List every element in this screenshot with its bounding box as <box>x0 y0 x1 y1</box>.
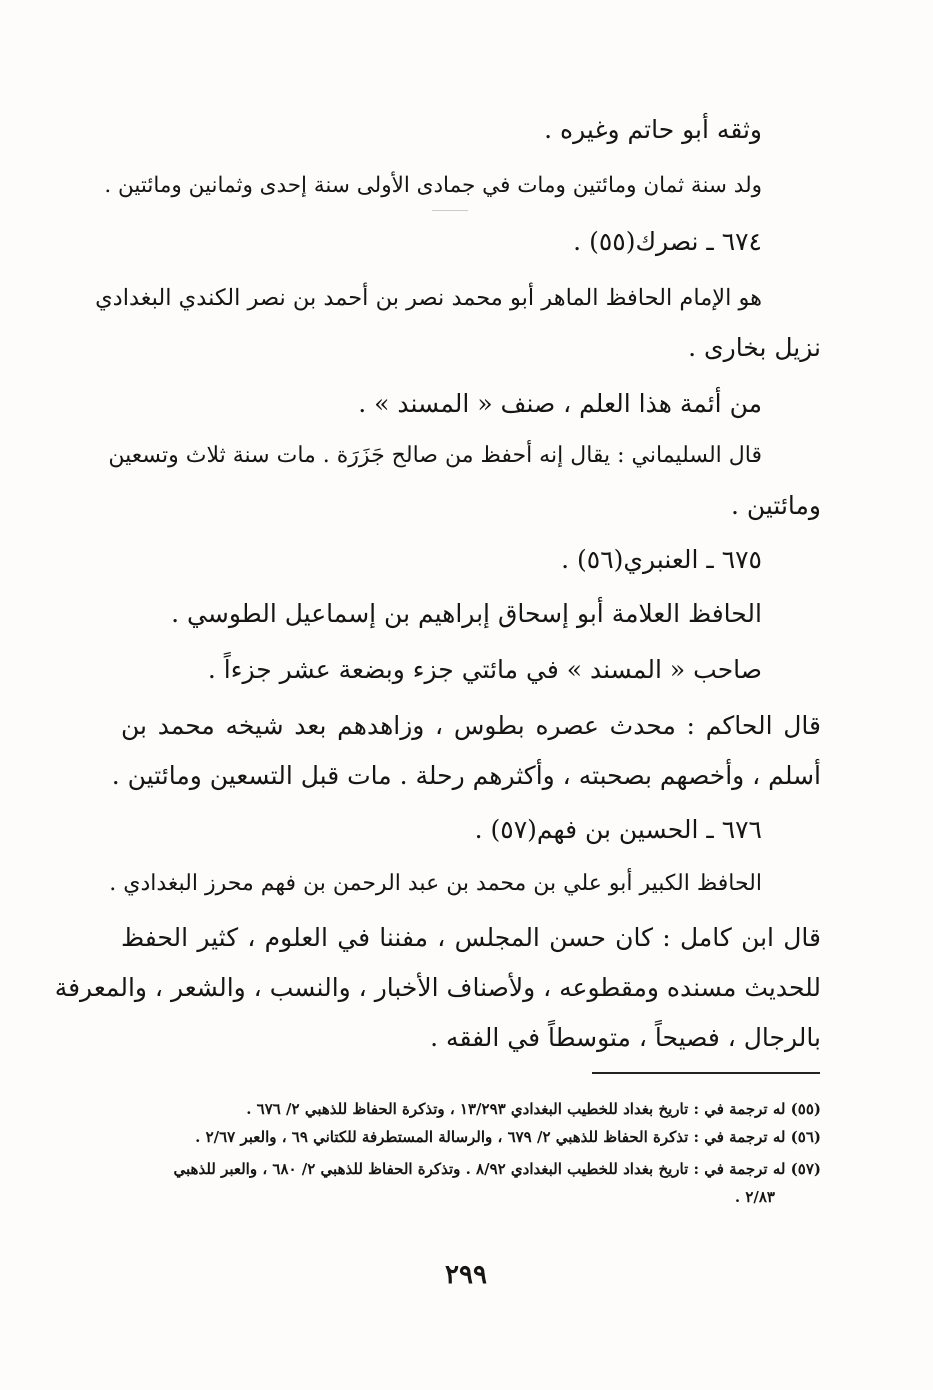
text-line: بالرجال ، فصيحاً ، متوسطاً في الفقه . <box>430 1023 821 1052</box>
text-line: صاحب « المسند » في مائتي جزء وبضعة عشر جزءاً . <box>207 655 762 684</box>
text-line: قال ابن كامل : كان حسن المجلس ، مفننا في العلوم ، كثير الحفظ <box>121 923 821 952</box>
entry-heading-676: ٦٧٦ ـ الحسين بن فهم(٥٧) . <box>474 815 762 844</box>
footnote-separator <box>592 1072 820 1074</box>
text-line: الحافظ العلامة أبو إسحاق إبراهيم بن إسماعيل الطوسي . <box>171 599 762 628</box>
footnote-57-continued: ٢/٨٣ . <box>734 1188 775 1206</box>
text-line: ولد سنة ثمان ومائتين ومات في جمادى الأولى سنة إحدى وثمانين ومائتين . <box>104 173 762 198</box>
entry-heading-675: ٦٧٥ ـ العنبري(٥٦) . <box>561 545 762 574</box>
text-line: هو الإمام الحافظ الماهر أبو محمد نصر بن أحمد بن نصر الكندي البغدادي <box>95 285 762 311</box>
footnote-56: (٥٦) له ترجمة في : تذكرة الحفاظ للذهبي ٢/ ٦٧٩ ، والرسالة المستطرفة للكتاني ٦٩ ، والعبر ٢/٦٧ . <box>195 1128 821 1146</box>
footnote-57: (٥٧) له ترجمة في : تاريخ بغداد للخطيب البغدادي ٨/٩٢ . وتذكرة الحفاظ للذهبي ٢/ ٦٨٠ ، والعبر للذهبي <box>173 1160 821 1178</box>
text-line: وثقه أبو حاتم وغيره . <box>544 115 762 144</box>
text-line: للحديث مسنده ومقطوعه ، ولأصناف الأخبار ، والنسب ، والشعر ، والمعرفة <box>54 973 821 1002</box>
text-line: أسلم ، وأخصهم بصحبته ، وأكثرهم رحلة . مات قبل التسعين ومائتين . <box>111 761 821 790</box>
text-line: ومائتين . <box>730 491 821 520</box>
text-line: قال السليماني : يقال إنه أحفظ من صالح جَزَرَة . مات سنة ثلاث وتسعين <box>108 443 762 468</box>
text-line: الحافظ الكبير أبو علي بن محمد بن عبد الرحمن بن فهم محرز البغدادي . <box>109 871 762 896</box>
text-line: قال الحاكم : محدث عصره بطوس ، وزاهدهم بعد شيخه محمد بن <box>121 711 821 740</box>
footnote-55: (٥٥) له ترجمة في : تاريخ بغداد للخطيب البغدادي ١٣/٢٩٣ ، وتذكرة الحفاظ للذهبي ٢/ ٦٧٦ . <box>246 1100 821 1118</box>
scan-smudge <box>432 210 468 211</box>
page-number: ٢٩٩ <box>445 1260 487 1290</box>
entry-heading-674: ٦٧٤ ـ نصرك(٥٥) . <box>573 227 762 256</box>
text-line: من أئمة هذا العلم ، صنف « المسند » . <box>358 389 762 418</box>
text-line: نزيل بخارى . <box>688 333 821 362</box>
